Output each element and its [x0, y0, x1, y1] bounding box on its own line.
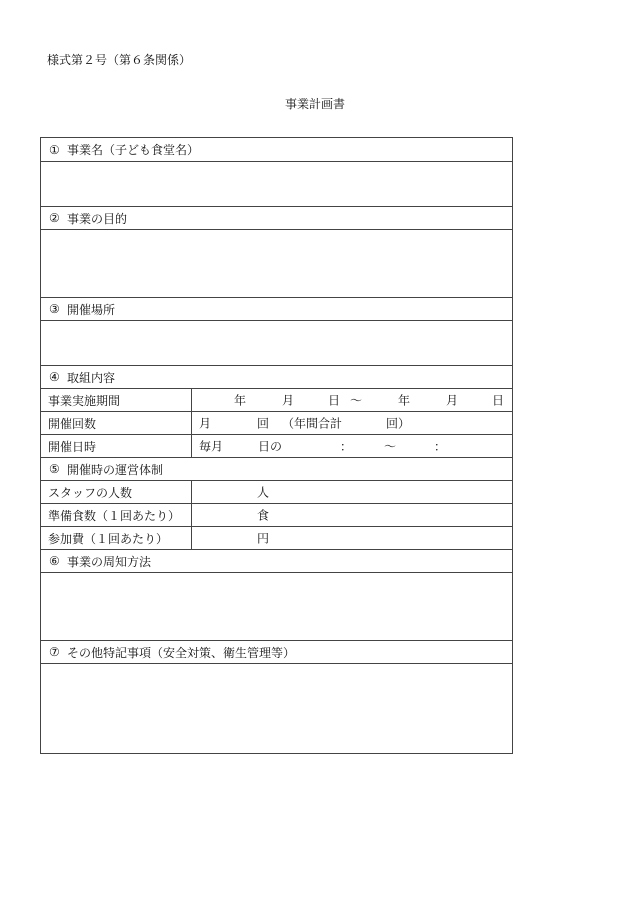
section-7-header — [41, 640, 512, 663]
period-start-month-unit: 月 — [282, 393, 295, 408]
staff-row — [41, 480, 512, 503]
count-month-unit: 月 — [199, 416, 212, 431]
business-purpose-field[interactable] — [41, 229, 512, 297]
section-6-number: ⑥ — [49, 554, 60, 568]
datetime-day-of: 日の — [258, 439, 283, 454]
datetime-tilde: ～ — [384, 439, 397, 454]
period-row — [41, 388, 512, 411]
period-field[interactable] — [192, 389, 512, 411]
section-6-header — [41, 549, 512, 572]
section-5-label: 開催時の運営体制 — [67, 462, 164, 477]
document-title: 事業計画書 — [284, 97, 345, 111]
period-end-month-unit: 月 — [446, 393, 459, 408]
plan-form-table — [40, 137, 513, 754]
fee-amount-field[interactable] — [192, 527, 512, 549]
fee-row — [41, 526, 512, 549]
section-1-number: ① — [49, 142, 60, 157]
period-end-day-unit: 日 — [492, 393, 505, 408]
datetime-monthly: 毎月 — [199, 439, 224, 454]
business-name-field[interactable] — [41, 161, 512, 206]
period-tilde: ～ — [350, 393, 363, 408]
section-3-header — [41, 297, 512, 320]
section-1-label: 事業名（子ども食堂名） — [67, 143, 200, 157]
period-start-day-unit: 日 — [328, 393, 341, 408]
staff-label: スタッフの人数 — [41, 481, 192, 503]
venue-field[interactable] — [41, 320, 512, 365]
meals-row — [41, 503, 512, 526]
section-2-header — [41, 206, 512, 229]
section-4-number: ④ — [49, 370, 60, 384]
form-number: 様式第２号（第６条関係） — [47, 53, 192, 67]
datetime-start-colon: ： — [340, 439, 353, 454]
datetime-row — [41, 434, 512, 457]
meals-unit: 食 — [257, 508, 270, 523]
section-5-header — [41, 457, 512, 480]
staff-count-field[interactable] — [192, 481, 512, 503]
section-6-label: 事業の周知方法 — [67, 554, 152, 569]
section-3-number: ③ — [49, 302, 60, 316]
section-4-header — [41, 365, 512, 388]
section-1-header — [41, 138, 512, 161]
datetime-label: 開催日時 — [41, 435, 192, 457]
fee-label: 参加費（１回あたり） — [41, 527, 192, 549]
staff-unit: 人 — [257, 485, 270, 500]
meals-count-field[interactable] — [192, 504, 512, 526]
special-notes-field[interactable] — [41, 663, 512, 753]
datetime-field[interactable] — [192, 435, 512, 457]
count-annual-open: （年間合計 — [282, 416, 343, 431]
meals-label: 準備食数（１回あたり） — [41, 504, 192, 526]
section-3-label: 開催場所 — [67, 302, 116, 317]
section-7-label: その他特記事項（安全対策、衛生管理等） — [67, 645, 296, 660]
datetime-end-colon: ： — [434, 439, 447, 454]
period-label: 事業実施期間 — [41, 389, 192, 411]
period-start-year-unit: 年 — [234, 393, 247, 408]
section-7-number: ⑦ — [49, 645, 60, 659]
publicity-method-field[interactable] — [41, 572, 512, 640]
count-row — [41, 411, 512, 434]
count-times-unit: 回 — [257, 416, 270, 431]
count-annual-close: 回） — [386, 416, 411, 431]
section-2-number: ② — [49, 211, 60, 225]
section-2-label: 事業の目的 — [67, 211, 128, 226]
section-5-number: ⑤ — [49, 462, 60, 476]
count-field[interactable] — [192, 412, 512, 434]
section-4-label: 取組内容 — [67, 370, 116, 385]
count-label: 開催回数 — [41, 412, 192, 434]
fee-unit: 円 — [257, 531, 270, 546]
period-end-year-unit: 年 — [398, 393, 411, 408]
